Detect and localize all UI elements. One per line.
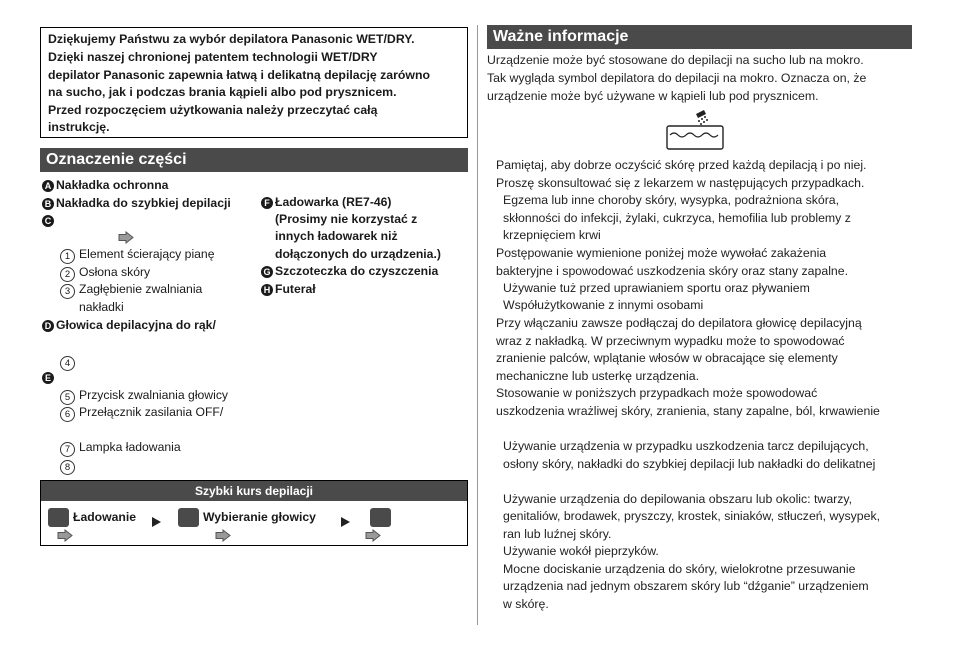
info-p4-line-2: bakteryjne i spowodować uszkodzenia skóry oraz stany zapalne. (496, 264, 849, 278)
e-item-6-label: Przełącznik zasilania OFF/ (79, 405, 224, 419)
info-p2-line-1: Pamiętaj, aby dobrze oczyścić skórę przed każdą depilacją i po niej. (496, 158, 867, 172)
info-p7-line-1: Używanie urządzenia w przypadku uszkodzenia tarcz depilujących, (503, 439, 869, 453)
info-p3-line-3: krzepnięciem krwi (503, 228, 601, 242)
part-d-label: Głowica depilacyjna do rąk/ (56, 318, 216, 332)
part-f-line-3: innych ładowarek niż (275, 229, 398, 243)
info-p8-line-6: urządzenia nad jednym obszarem skóry lub “dźganie” urządzeniem (503, 579, 869, 593)
step-2-badge (178, 508, 199, 527)
intro-line-1: Dziękujemy Państwu za wybór depilatora Panasonic WET/DRY. (48, 32, 415, 46)
badge-c: C (42, 215, 54, 227)
c-item-2-label: Osłona skóry (79, 265, 151, 279)
num-6: 6 (60, 407, 75, 422)
intro-box (40, 27, 468, 138)
c-item-3 (60, 282, 202, 299)
e-item-7-label: Lampka ładowania (79, 440, 181, 454)
info-p1-line-3: urządzenie może być używane w kąpieli lub pod prysznicem. (487, 89, 819, 103)
info-p8-line-4: Używanie wokół pieprzyków. (503, 544, 659, 558)
step-2-label: Wybieranie głowicy (203, 510, 316, 524)
badge-a: A (42, 180, 54, 192)
info-p7-line-2: osłony skóry, nakładki do szybkiej depilacji lub nakładki do delikatnej (503, 457, 876, 471)
info-p6-line-6: uszkodzenia wrażliwej skóry, zranienia, stany zapalne, ból, krwawienie (496, 404, 880, 418)
part-f-line-4: dołączonych do urządzenia.) (275, 247, 441, 261)
info-p5-line-2: Współużytkowanie z innymi osobami (503, 298, 704, 312)
info-p8-line-1: Używanie urządzenia do depilowania obszaru lub okolic: twarzy, (503, 492, 853, 506)
info-p4-line-1: Postępowanie wymienione poniżej może wywołać zakażenia (496, 246, 827, 260)
intro-line-3: depilator Panasonic zapewnia łatwą i delikatną depilację zarówno (48, 68, 430, 82)
num-5: 5 (60, 390, 75, 405)
part-f-line-2: (Prosimy nie korzystać z (275, 212, 418, 226)
num-1: 1 (60, 249, 75, 264)
info-p1-line-1: Urządzenie może być stosowane do depilacji na sucho lub na mokro. (487, 53, 864, 67)
c-item-1 (60, 247, 215, 264)
num-7: 7 (60, 442, 75, 457)
quick-course-box (40, 480, 468, 546)
info-p6-line-5: Stosowanie w poniższych przypadkach może spowodować (496, 386, 818, 400)
part-h-label: Futerał (275, 282, 316, 296)
step-arrow-icon (341, 517, 350, 527)
info-p8-line-7: w skórę. (503, 597, 549, 611)
info-p3-line-1: Egzema lub inne choroby skóry, wysypka, podrażniona skóra, (503, 193, 840, 207)
info-p6-line-4: mechaniczne lub usterkę urządzenia. (496, 369, 700, 383)
info-p3-line-2: skłonności do infekcji, żylaki, cukrzyca, hemofilia lub problemy z (503, 211, 851, 225)
intro-line-6: instrukcję. (48, 120, 110, 134)
badge-d: D (42, 320, 54, 332)
e-item-5 (60, 388, 228, 405)
c-item-3-label: Zagłębienie zwalniania (79, 282, 203, 296)
step-arrow-icon (152, 517, 161, 527)
badge-b: B (42, 198, 54, 210)
column-divider (477, 25, 478, 625)
c-item-2 (60, 265, 150, 282)
num-2: 2 (60, 267, 75, 282)
e-item-7 (60, 440, 181, 457)
part-a-label: Nakładka ochronna (56, 178, 169, 192)
e-item-5-label: Przycisk zwalniania głowicy (79, 388, 229, 402)
info-heading: Ważne informacje (487, 25, 912, 49)
intro-line-4: na sucho, jak i podczas brania kąpieli albo pod prysznicem. (48, 85, 397, 99)
parts-heading: Oznaczenie części (40, 148, 468, 172)
num-3: 3 (60, 284, 75, 299)
step-3-badge (370, 508, 391, 527)
badge-h: H (261, 284, 273, 296)
part-b-label: Nakładka do szybkiej depilacji (56, 196, 231, 210)
info-p2-line-2: Proszę skonsultować się z lekarzem w następujących przypadkach. (496, 176, 865, 190)
arrow-icon (118, 231, 134, 244)
d-item-4 (60, 354, 79, 371)
info-p8-line-3: ran lub luźnej skóry. (503, 527, 612, 541)
e-item-6 (60, 405, 223, 422)
arrow-icon (365, 529, 381, 542)
part-g-label: Szczoteczka do czyszczenia (275, 264, 439, 278)
step-1-badge (48, 508, 69, 527)
step-1-label: Ładowanie (73, 510, 136, 524)
num-8: 8 (60, 460, 75, 475)
intro-line-2: Dzięki naszej chronionej patentem technologii WET/DRY (48, 50, 378, 64)
num-4: 4 (60, 356, 75, 371)
quick-course-heading: Szybki kurs depilacji (41, 481, 467, 501)
info-p1-line-2: Tak wygląda symbol depilatora do depilacji na mokro. Oznacza on, że (487, 71, 867, 85)
badge-g: G (261, 266, 273, 278)
c-item-1-label: Element ścierający pianę (79, 247, 215, 261)
info-p8-line-2: genitaliów, brodawek, pryszczy, krostek, siniaków, stłuczeń, wysypek, (503, 509, 881, 523)
part-f-line-1: Ładowarka (RE7-46) (275, 195, 392, 209)
info-p6-line-1: Przy włączaniu zawsze podłączaj do depilatora głowicę depilacyjną (496, 316, 862, 330)
info-p8-line-5: Mocne dociskanie urządzenia do skóry, wielokrotne przesuwanie (503, 562, 856, 576)
arrow-icon (57, 529, 73, 542)
badge-e: E (42, 372, 54, 384)
bath-shower-icon (666, 108, 724, 150)
arrow-icon (215, 529, 231, 542)
intro-line-5: Przed rozpoczęciem użytkowania należy przeczytać całą (48, 103, 378, 117)
info-p5-line-1: Używanie tuż przed uprawianiem sportu oraz pływaniem (503, 281, 810, 295)
info-p6-line-3: zranienie palców, wplątanie włosów w obracające się elementy (496, 351, 838, 365)
e-item-8 (60, 458, 79, 475)
badge-f: F (261, 197, 273, 209)
c-item-3-cont: nakładki (79, 300, 124, 314)
info-p6-line-2: wraz z nakładką. W przeciwnym wypadku może to spowodować (496, 334, 845, 348)
